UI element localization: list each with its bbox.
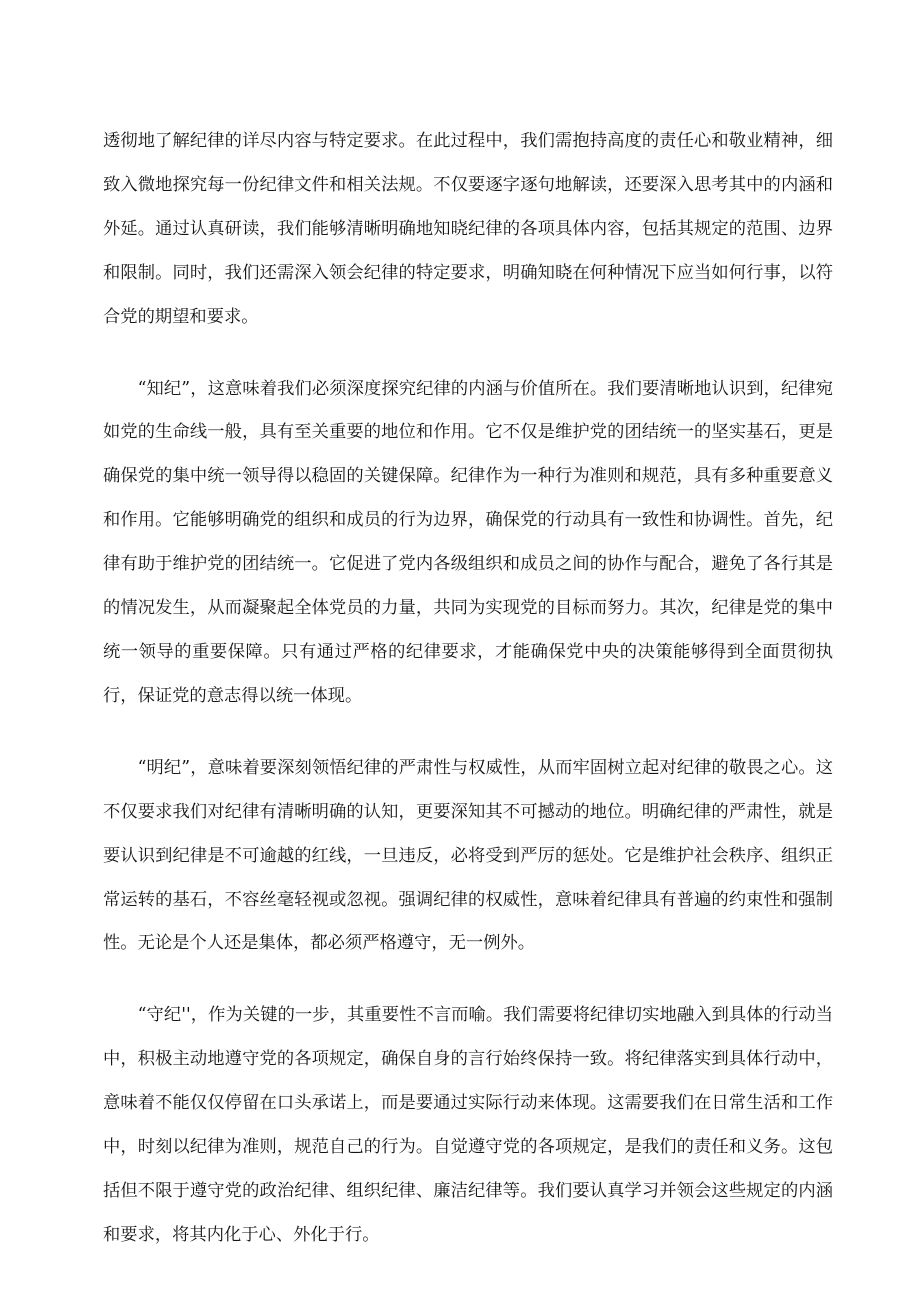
- paragraph-3-mingji: “明纪”，意味着要深刻领悟纪律的严肃性与权威性，从而牢固树立起对纪律的敬畏之心。这不仅要求我们对纪律有清晰明确的认知，更要深知其不可撼动的地位。明确纪律的严肃性，就是要认识到纪律是不可逾越的红线，一旦违反，必将受到严厉的惩处。它是维护社会秩序、组织正常运转的基石，不容丝毫轻视或忽视。强调纪律的权威性，意味着纪律具有普遍的约束性和强制性。无论是个人还是集体，都必须严格遵守，无一例外。: [103, 757, 833, 954]
- paragraph-1: 透彻地了解纪律的详尽内容与特定要求。在此过程中，我们需抱持高度的责任心和敬业精神，细致入微地探究每一份纪律文件和相关法规。不仅要逐字逐句地解读，还要深入思考其中的内涵和外延。通过认真研读，我们能够清晰明确地知晓纪律的各项具体内容，包括其规定的范围、边界和限制。同时，我们还需深入领会纪律的特定要求，明确知晓在何种情况下应当如何行事，以符合党的期望和要求。: [103, 131, 833, 327]
- paragraph-4-shouji: “守纪''，作为关键的一步，其重要性不言而喻。我们需要将纪律切实地融入到具体的行动当中，积极主动地遵守党的各项规定，确保自身的言行始终保持一致。将纪律落实到具体行动中，意味着不能仅仅停留在口头承诺上，而是要通过实际行动来体现。这需要我们在日常生活和工作中，时刻以纪律为准则，规范自己的行为。自觉遵守党的各项规定，是我们的责任和义务。这包括但不限于遵守党的政治纪律、组织纪律、廉洁纪律等。我们要认真学习并领会这些规定的内涵和要求，将其内化于心、外化于行。: [103, 1005, 833, 1245]
- paragraph-2-zhiji: “知纪”，这意味着我们必须深度探究纪律的内涵与价值所在。我们要清晰地认识到，纪律宛如党的生命线一般，具有至关重要的地位和作用。它不仅是维护党的团结统一的坚实基石，更是确保党的集中统一领导得以稳固的关键保障。纪律作为一种行为准则和规范，具有多种重要意义和作用。它能够明确党的组织和成员的行为边界，确保党的行动具有一致性和协调性。首先，纪律有助于维护党的团结统一。它促进了党内各级组织和成员之间的协作与配合，避免了各行其是的情况发生，从而凝聚起全体党员的力量，共同为实现党的目标而努力。其次，纪律是党的集中统一领导的重要保障。只有通过严格的纪律要求，才能确保党中央的决策能够得到全面贯彻执行，保证党的意志得以统一体现。: [103, 378, 833, 706]
- document-body: [103, 120, 833, 1286]
